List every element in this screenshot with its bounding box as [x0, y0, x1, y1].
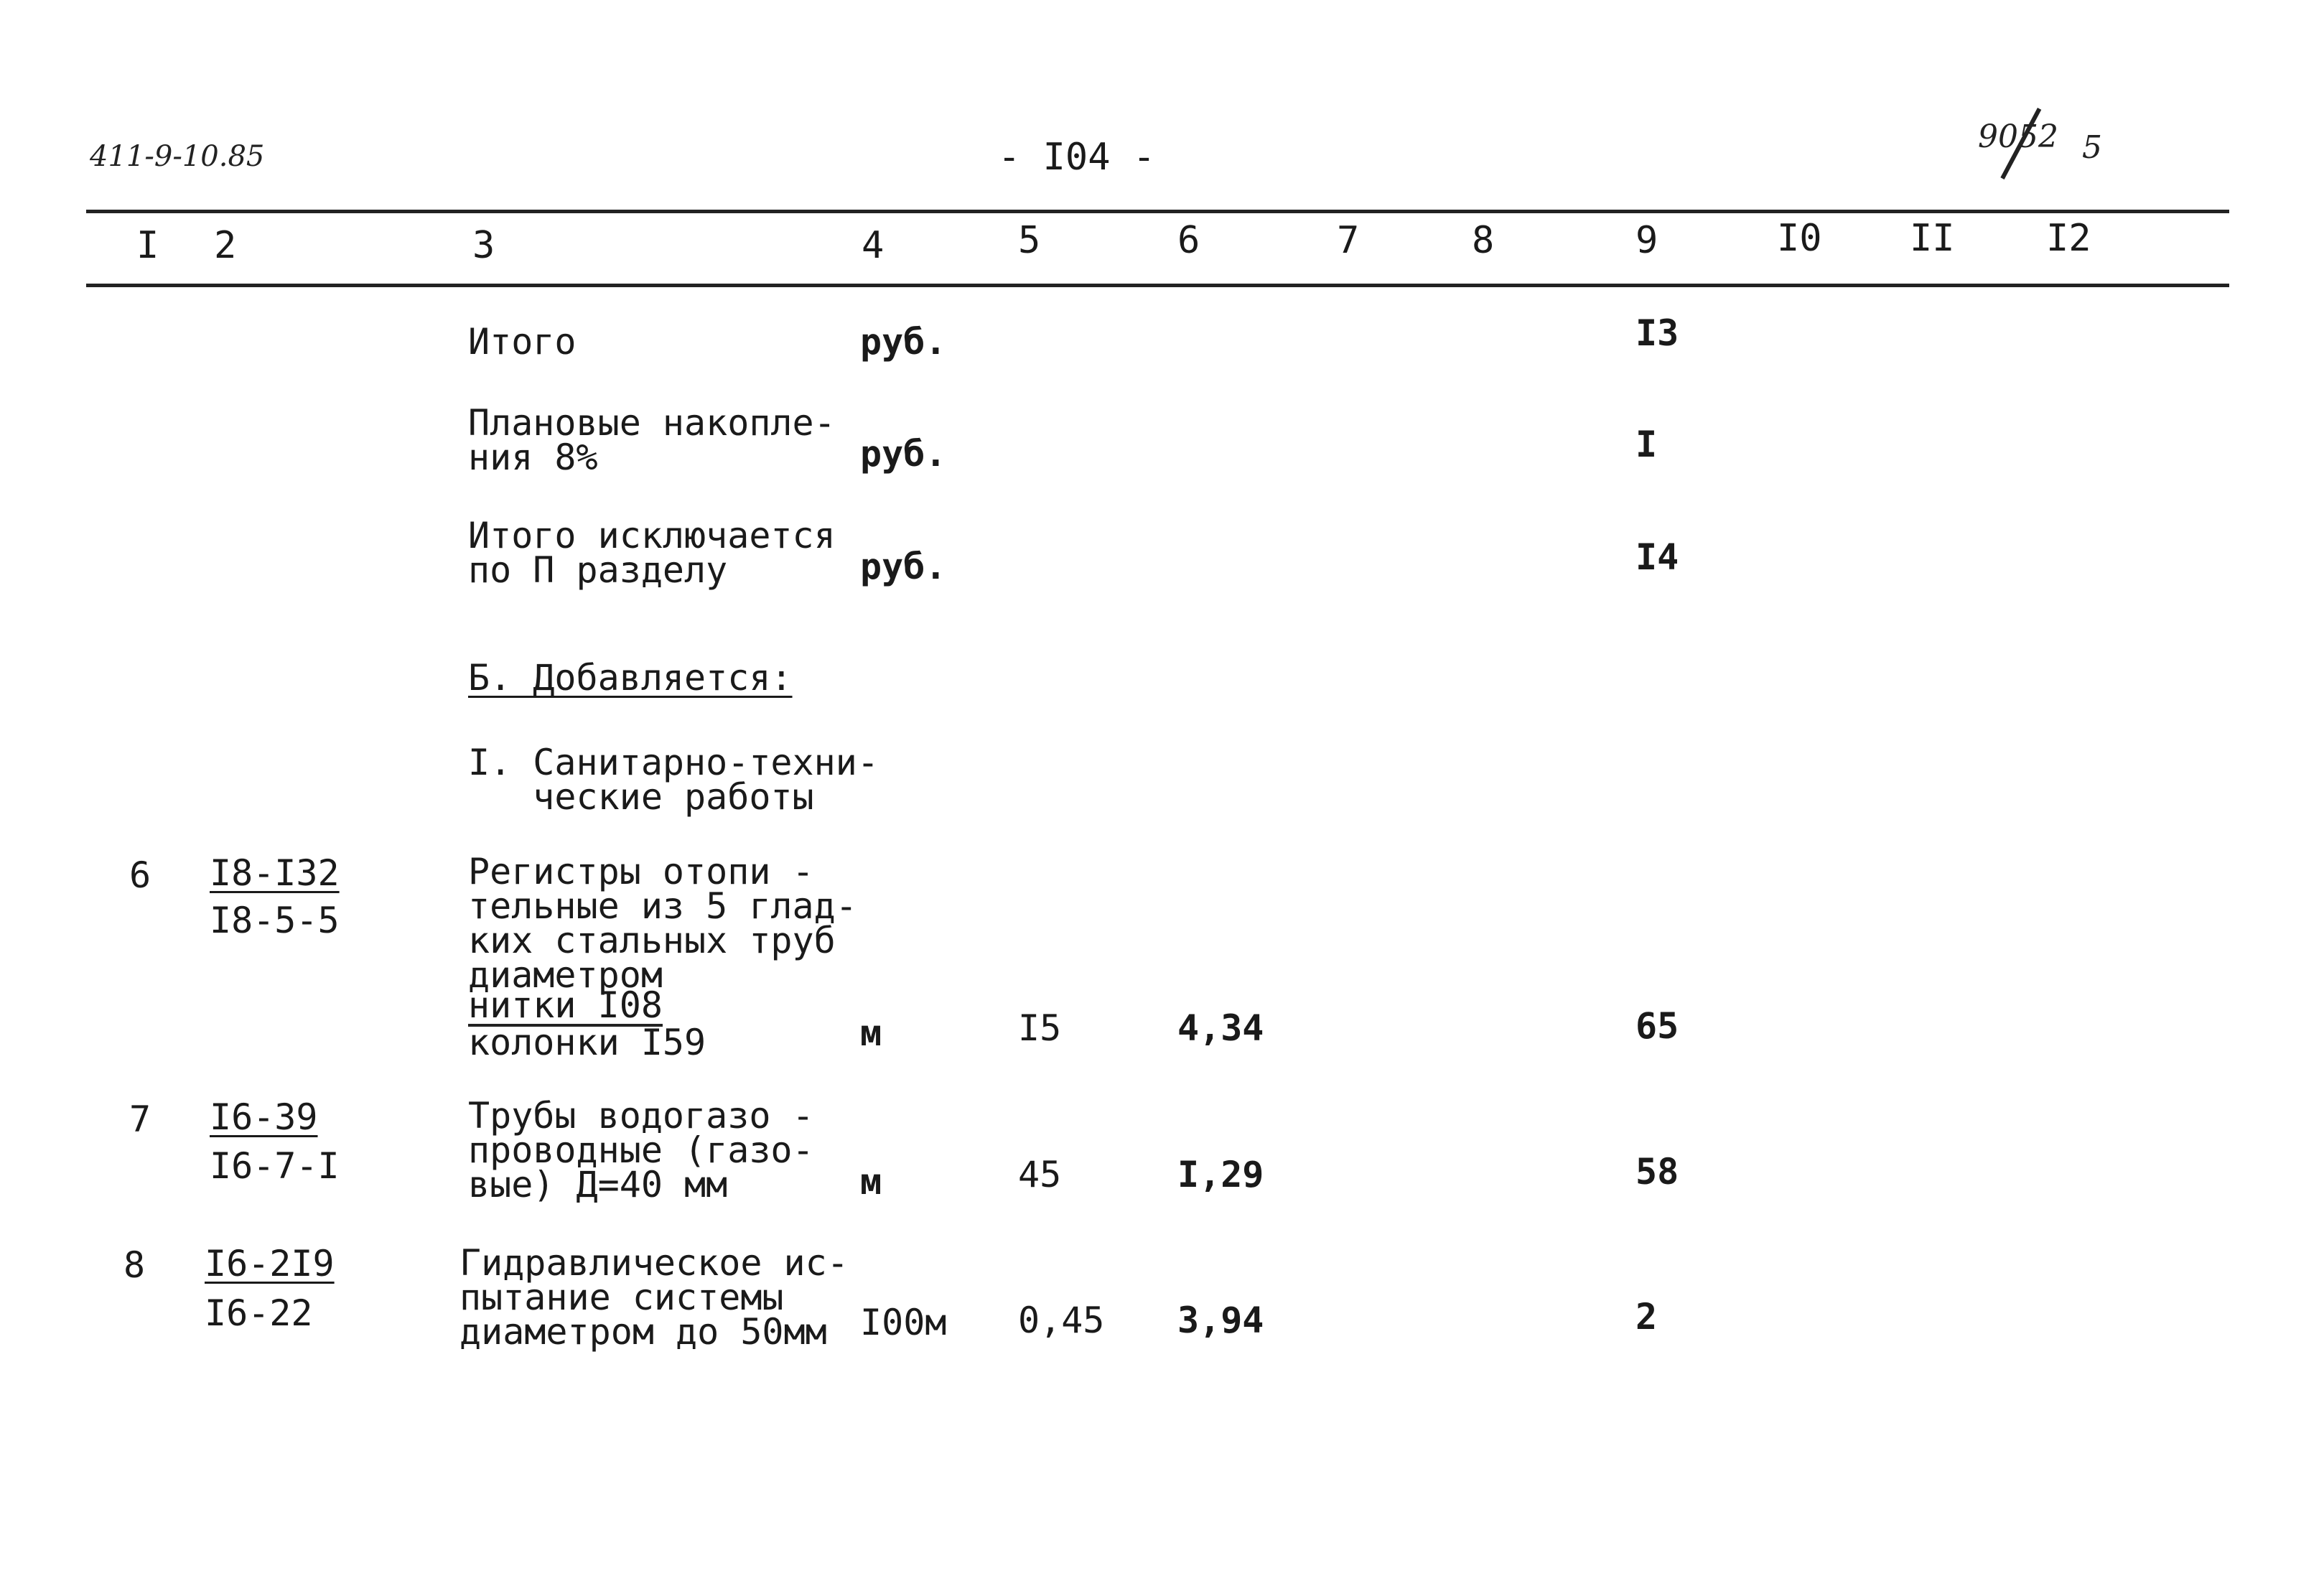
item-7-code-bottom: I6-7-I: [210, 1145, 340, 1187]
column-number-9: 9: [1635, 219, 1658, 262]
item-6-quantity: I5: [1018, 1007, 1062, 1049]
column-number-12: I2: [2046, 217, 2091, 260]
summary-excluded-label: Итого исключается по П разделу: [468, 515, 836, 591]
item-6-number: 6: [129, 854, 151, 896]
item-7-code-top: I6-39: [210, 1096, 318, 1138]
column-number-7: 7: [1337, 219, 1360, 262]
item-8-name: Гидравлическое ис- пытание системы диаметром до 50мм: [459, 1242, 849, 1353]
section-subheading: I. Санитарно-техни- ческие работы: [468, 742, 879, 818]
column-number-11: II: [1910, 217, 1955, 260]
summary-excluded-unit: руб.: [860, 546, 947, 587]
item-6-total: 65: [1635, 1005, 1679, 1047]
column-number-10: I0: [1777, 217, 1822, 260]
summary-total-unit: руб.: [860, 321, 947, 363]
item-6-name: Регистры отопи - тельные из 5 глад- ких стальных труб диаметром: [468, 851, 857, 996]
page-number: - I04 -: [998, 136, 1156, 179]
summary-total-label: Итого: [468, 321, 577, 363]
item-6-fraction-bottom: колонки I59: [468, 1022, 706, 1063]
summary-total-value: I3: [1635, 312, 1679, 354]
column-number-5: 5: [1018, 219, 1041, 262]
item-7-unit: м: [860, 1161, 882, 1203]
summary-savings-label: Плановые накопле- ния 8%: [468, 402, 836, 478]
item-8-number: 8: [123, 1244, 146, 1286]
item-6-unit: м: [860, 1012, 882, 1054]
item-8-code-top: I6-2I9: [205, 1243, 335, 1284]
header-top-rule: [86, 210, 2229, 213]
column-number-8: 8: [1472, 219, 1495, 262]
column-number-2: 2: [214, 224, 237, 267]
column-number-4: 4: [862, 224, 885, 267]
document-code: 411-9-10.85: [90, 140, 265, 173]
item-7-number: 7: [129, 1098, 151, 1140]
column-number-3: 3: [472, 224, 495, 267]
sheet-number: 9052: [1978, 118, 2058, 155]
item-8-unit: I00м: [860, 1302, 947, 1343]
item-6-price: 4,34: [1177, 1007, 1264, 1049]
item-6-fraction-top: нитки I08: [468, 984, 663, 1026]
item-6-name-fraction: [468, 984, 706, 1063]
item-7-total: 58: [1635, 1151, 1679, 1193]
summary-savings-value: I: [1635, 424, 1658, 465]
item-7-price: I,29: [1177, 1154, 1264, 1195]
column-number-6: 6: [1177, 219, 1200, 262]
header-bottom-rule: [86, 284, 2229, 287]
column-number-1: I: [136, 224, 159, 267]
item-6-code-bottom: I8-5-5: [210, 900, 340, 941]
item-8-price: 3,94: [1177, 1300, 1264, 1341]
item-8-total: 2: [1635, 1296, 1658, 1338]
item-7-name: Трубы водогазо - проводные (газо- вые) Д=40 мм: [468, 1095, 814, 1205]
item-8-quantity: 0,45: [1018, 1300, 1105, 1341]
section-heading: Б. Добавляется:: [468, 657, 793, 699]
item-8-code-bottom: I6-22: [205, 1292, 313, 1334]
item-7-quantity: 45: [1018, 1154, 1062, 1195]
summary-savings-unit: руб.: [860, 433, 947, 475]
sheet-suffix: 5: [2082, 129, 2102, 166]
summary-excluded-value: I4: [1635, 536, 1679, 578]
item-6-code-top: I8-I32: [210, 852, 340, 894]
